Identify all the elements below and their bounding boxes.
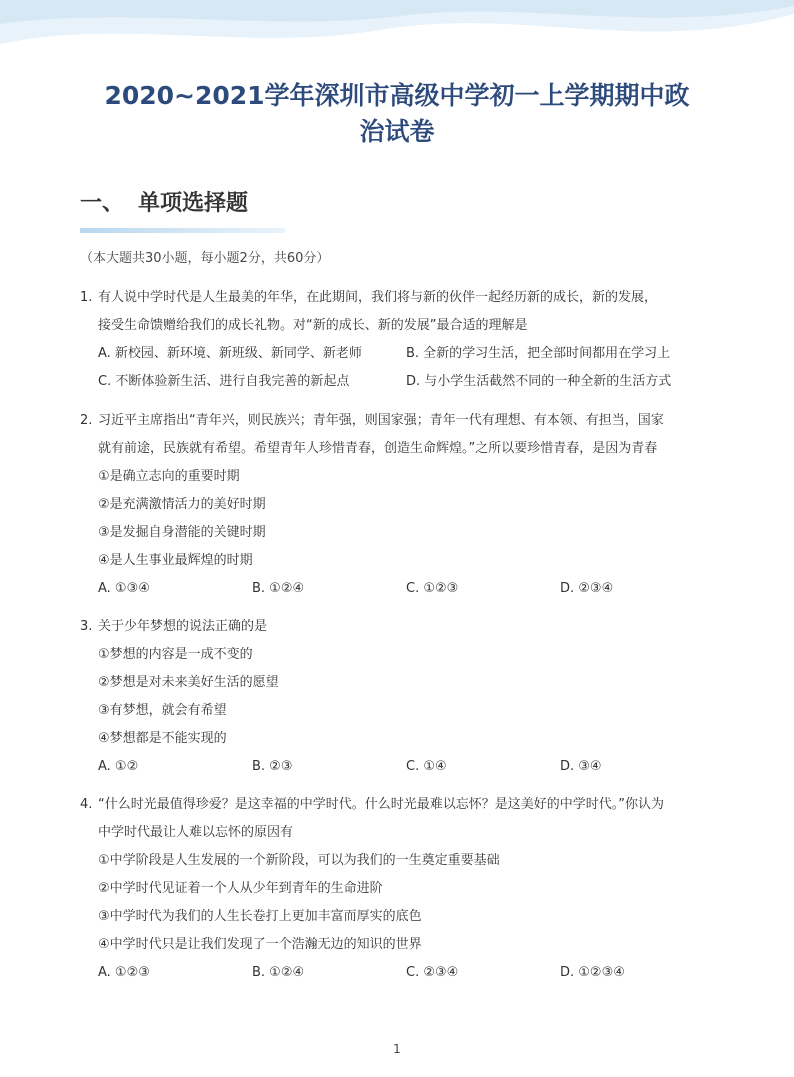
option-c[interactable]: C. 不断体验新生活、进行自我完善的新起点 [98,374,350,389]
statement-2: ②中学时代见证着一个人从少年到青年的生命进阶 [98,881,383,896]
section-underline [80,228,285,233]
statement-4: ④是人生事业最辉煌的时期 [98,553,253,568]
exam-title-line-1: 2020~2021学年深圳市高级中学初一上学期期中政 [104,81,690,110]
question-stem: 有人说中学时代是人生最美的年华，在此期间，我们将与新的伙伴一起经历新的成长，新的发展， [98,290,658,305]
option-b[interactable]: B. ①②④ [252,581,305,596]
section-heading [80,189,248,219]
exam-title-line-2: 治试卷 [359,117,435,146]
statement-1: ①是确立志向的重要时期 [98,469,240,484]
question-2 [80,407,720,603]
option-b[interactable]: B. ①②④ [252,965,305,980]
section-instructions: （本大题共30小题，每小题2分，共60分） [80,251,330,266]
question-stem: 中学时代最让人难以忘怀的原因有 [98,825,294,840]
statement-4: ④梦想都是不能实现的 [98,731,227,746]
option-d[interactable]: D. ①②③④ [560,965,625,980]
statement-4: ④中学时代只是让我们发现了一个浩瀚无边的知识的世界 [98,937,422,952]
option-a[interactable]: A. ①②③ [98,965,150,980]
section-number: 一、 [80,191,125,216]
question-stem: “什么时光最值得珍爱？是这幸福的中学时代。什么时光最难以忘怀？是这美好的中学时代。”你认为 [98,797,664,812]
question-4 [80,791,720,987]
option-d[interactable]: D. ③④ [560,759,602,774]
option-c[interactable]: C. ①④ [406,759,447,774]
exam-title [60,78,734,150]
question-stem: 接受生命馈赠给我们的成长礼物。对“新的成长、新的发展”最合适的理解是 [98,318,528,333]
option-b[interactable]: B. 全新的学习生活，把全部时间都用在学习上 [406,346,671,361]
option-c[interactable]: C. ①②③ [406,581,459,596]
section-title: 单项选择题 [138,191,249,216]
option-d[interactable]: D. ②③④ [560,581,614,596]
option-row [98,959,720,987]
question-number: 4. [80,797,93,812]
option-row [98,340,720,368]
statement-2: ②是充满激情活力的美好时期 [98,497,266,512]
question-stem: 就有前途，民族就有希望。希望青年人珍惜青春，创造生命辉煌。”之所以要珍惜青春，是因为青春 [98,441,658,456]
statement-3: ③中学时代为我们的人生长卷打上更加丰富而厚实的底色 [98,909,422,924]
option-row [98,753,720,781]
page-number: 1 [393,1042,401,1056]
option-a[interactable]: A. ①② [98,759,139,774]
header-wave-decoration [0,0,794,70]
question-stem: 关于少年梦想的说法正确的是 [98,619,268,634]
option-row [98,575,720,603]
statement-3: ③是发掘自身潜能的关键时期 [98,525,266,540]
question-stem: 习近平主席指出“青年兴，则民族兴；青年强，则国家强；青年一代有理想、有本领、有担当，国家 [98,413,664,428]
option-a[interactable]: A. ①③④ [98,581,150,596]
option-a[interactable]: A. 新校园、新环境、新班级、新同学、新老师 [98,346,362,361]
question-1 [80,284,720,396]
option-d[interactable]: D. 与小学生活截然不同的一种全新的生活方式 [406,374,672,389]
statement-1: ①梦想的内容是一成不变的 [98,647,253,662]
question-number: 3. [80,619,93,634]
question-number: 2. [80,413,93,428]
question-3 [80,613,720,781]
statement-2: ②梦想是对未来美好生活的愿望 [98,675,279,690]
question-number: 1. [80,290,93,305]
statement-1: ①中学阶段是人生发展的一个新阶段，可以为我们的一生奠定重要基础 [98,853,500,868]
option-row [98,368,720,396]
statement-3: ③有梦想，就会有希望 [98,703,227,718]
option-c[interactable]: C. ②③④ [406,965,459,980]
option-b[interactable]: B. ②③ [252,759,293,774]
